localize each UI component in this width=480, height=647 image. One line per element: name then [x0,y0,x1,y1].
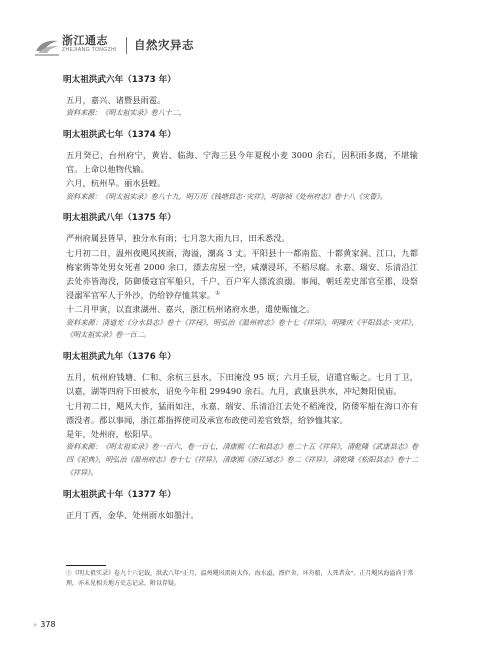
page-header [34,34,454,58]
source-citation: 资料来源：《明太祖实录》卷八十二。 [66,108,186,118]
footnote-rule [66,565,106,566]
section-title: 明太祖洪武八年（1375 年） [63,213,176,224]
logo-text: 浙江通志 [62,34,108,47]
year-section [63,129,418,203]
book-title: 自然灾异志 [134,38,194,52]
entry-paragraph [66,246,418,303]
entry-paragraph: 五月，杭州府钱塘、仁和、余杭三县水，下田淹没 95 顷；六月壬辰，诏遣官赈之。七月丁卫，以嘉，湖等四府下田被水，诏免今年租 299490 余石。九月，武康县洪水，冲圮舞阳侯庙。 [66,372,418,397]
entry-paragraph: 正月丁西，金华、处州雨水如墨汁。 [66,509,199,520]
section-title: 明太祖洪武十年（1377 年） [63,489,176,500]
entry-paragraph: 七月初二日，飓风大作，猛雨如注，永嘉、瑞安、乐清沿江去处不稻淹没，防倭军船在海口亦有漂没者。郡以事闻，浙江都指挥使司及承宣布政使司差官致祭，给钞恤其家。 [66,400,418,425]
footnote-marker: ① [215,290,221,297]
footnote: ①《明太祖实录》卷九十六记载，洪武八年“正月，温州飓风雷雨大作，海水溢，漂庐舍，坏舟船，人死者众”。正月飓风海溢尚于常理，亦未见相关地方史志记录，附以存疑。 [66,571,414,587]
entry-paragraph: 五月，嘉兴、诸暨县雨雹。 [66,95,166,105]
section-title: 明太祖洪武六年（1373 年） [63,75,176,85]
entry-paragraph: 是年，处州府，松阳旱。 [66,429,158,440]
entry-paragraph: 严州府属县皆旱，独分水有雨；七月忽大雨九日，田禾悉没。 [66,233,290,244]
year-section [63,212,418,342]
page-arrow-icon: » [33,621,38,629]
section-title: 明太祖洪武七年（1374 年） [63,130,176,140]
source-citation: 资料来源：《明太祖实录》卷一百六、卷一百七，清康熙《仁和县志》卷二十五《祥异》，清乾隆《武康县志》卷四《祀典》，明弘治《温州府志》卷十七《祥异》，清康熙《浙江通志》卷二《祥异》，清乾隆《松阳县志》卷十二《祥异》。 [66,442,418,477]
entry-paragraph: 六月，杭州旱。丽水县蝗。 [66,178,166,189]
entry-paragraph: 五月癸已，台州府宁，黄岩、临海、宁海三县今年夏税小麦 3000 余石，因积雨多腐，不堪输官。上命以他物代输。 [66,150,418,175]
entry-paragraph: 十二月甲寅，以直隶湖州、嘉兴，浙江杭州诸府水患，遣使赈恤之。 [66,304,315,315]
year-section [63,489,418,522]
main-content [63,74,418,522]
entry-text: 七月初二日，温州夜飓风挟雨，海溢，潮高 3 丈。平阳县十一都南监、十都黄家洞、江口，九都梅家衖等处男女死者 2000 余口，漂去房屋一空，咸潮浸坏，不稻尽腐。永嘉、瑞安、乐清沿江去处亦皆海没，防御倭寇官军船只，千户、百户军人漂流浪溺。事闻，朝廷差史部官至郡，设祭浸溺军官军人于外沙，仍给钞存恤其家。 [66,247,418,301]
source-citation: 资料来源：《明太祖实录》卷八十九，明万历《钱塘县志·灾祥》，明崇祯《处州府志》卷十八《灾眚》。 [66,191,387,201]
section-title: 明太祖洪武九年（1376 年） [63,352,176,363]
year-section [63,74,418,120]
page-number-text: 378 [40,620,56,629]
source-citation: 资料来源：清道光《分水县志》卷十《祥祲》，明弘治《温州府志》卷十七《祥异》，明隆庆《平阳县志·灾祥》，《明太祖实录》卷一百二。 [66,317,418,340]
logo-subtitle: ZHEJIANG TONGZHI [62,47,117,53]
logo-icon [34,35,60,57]
header-divider [126,37,127,54]
year-section [63,351,418,479]
page-number [33,620,56,629]
